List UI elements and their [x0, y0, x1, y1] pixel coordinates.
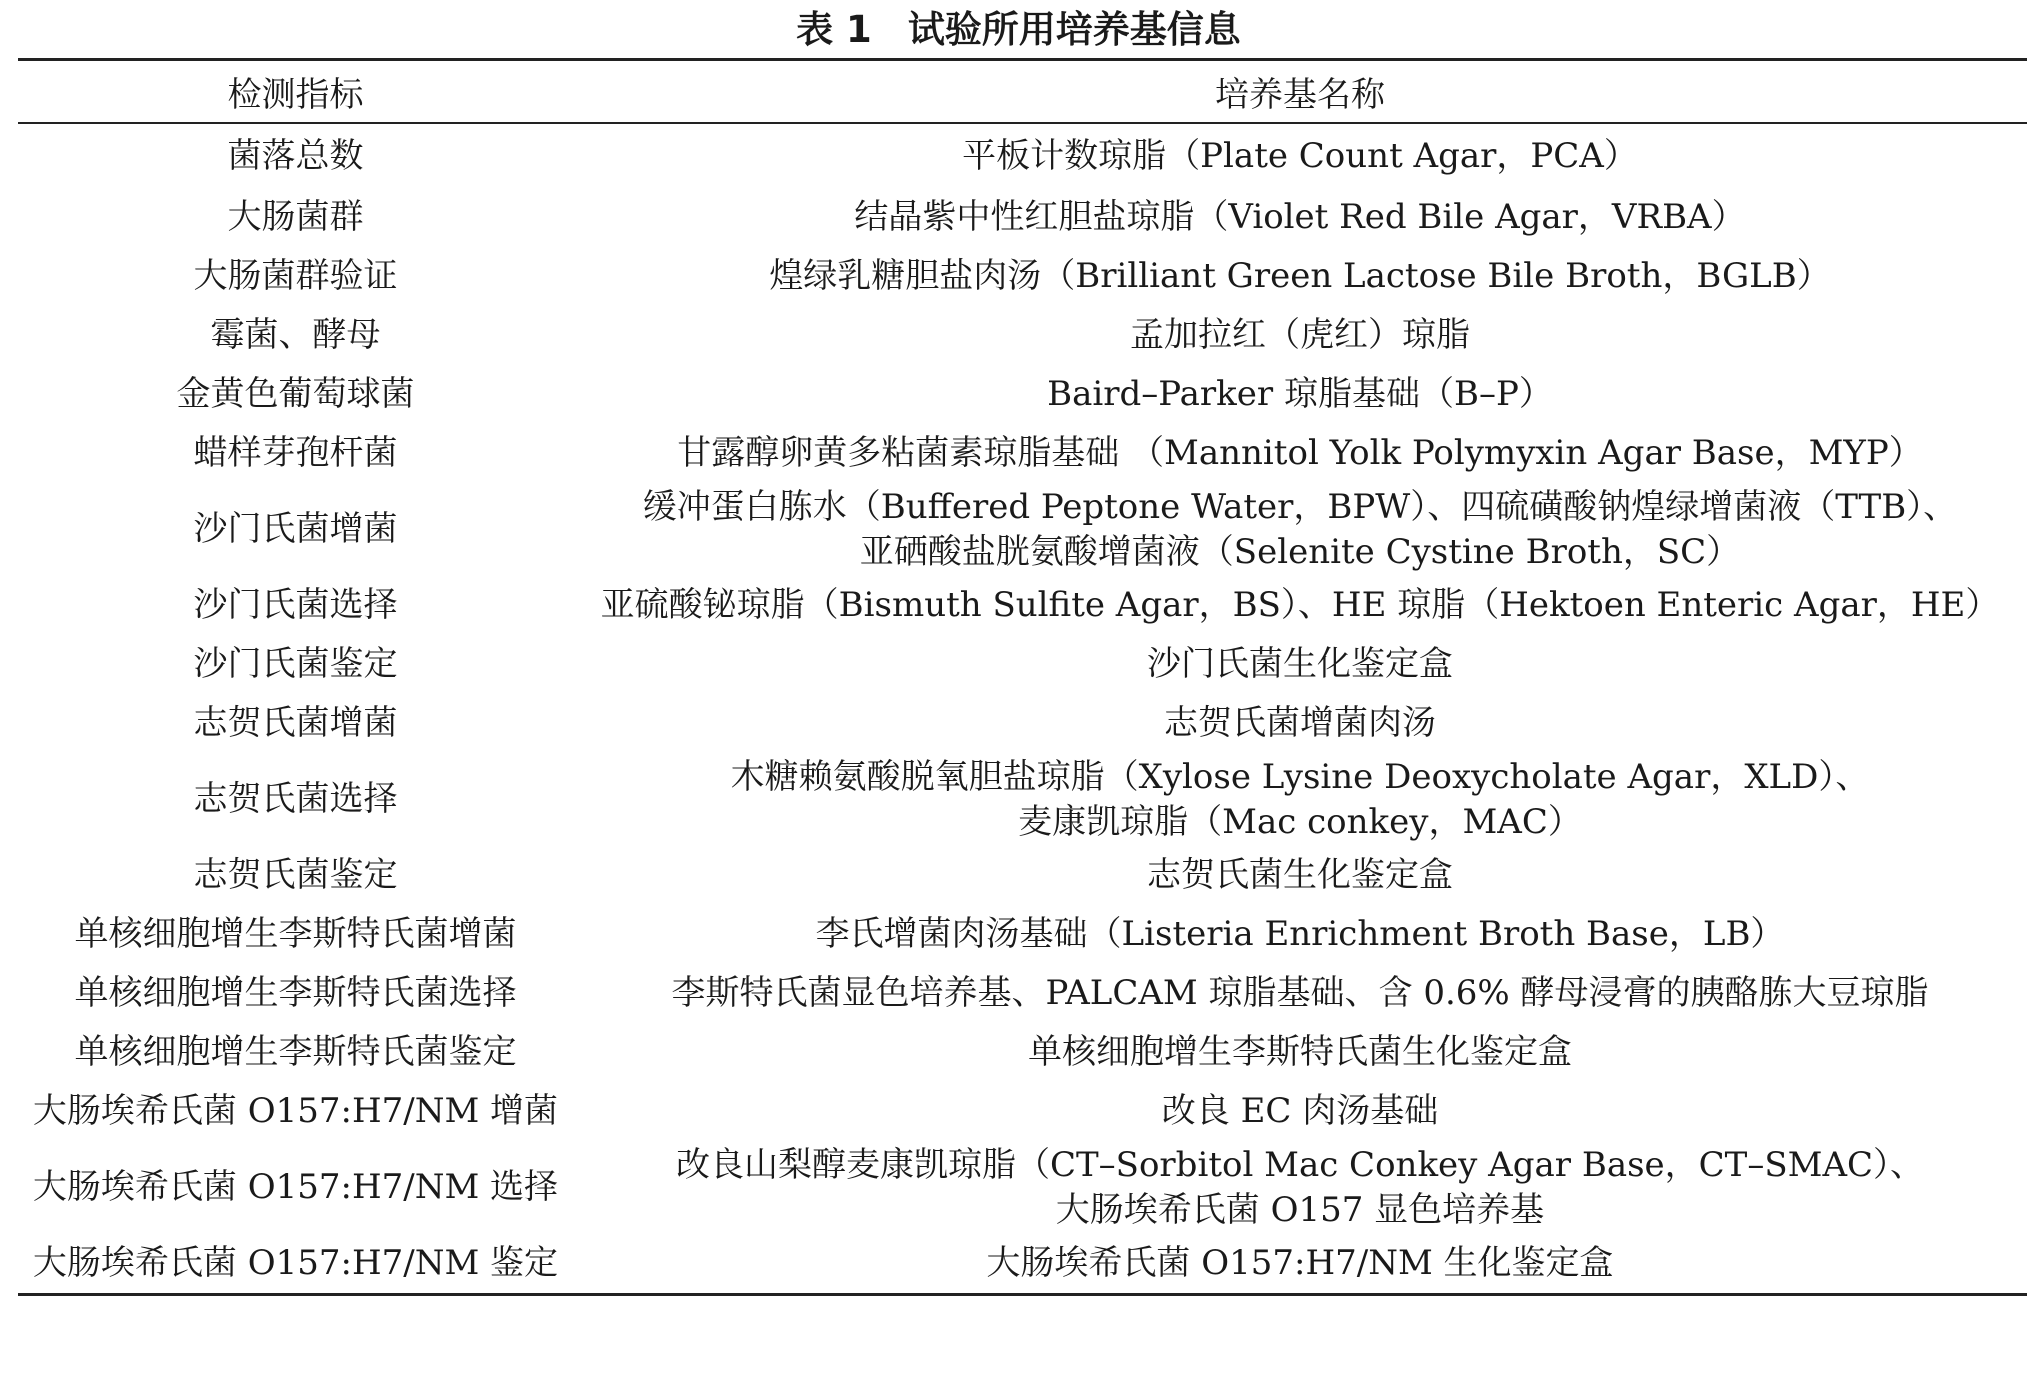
medium-cell: 甘露醇卵黄多粘菌素琼脂基础 （Mannitol Yolk Polymyxin Agar Base，MYP）: [677, 433, 1923, 473]
medium-cell: 孟加拉红（虎红）琼脂: [1130, 315, 1470, 355]
medium-cell: 志贺氏菌增菌肉汤: [1164, 703, 1436, 743]
table-row: [18, 188, 2027, 247]
medium-cell: 煌绿乳糖胆盐肉汤（Brilliant Green Lactose Bile Broth，BGLB）: [769, 256, 1831, 296]
table-row: [18, 483, 2027, 576]
medium-cell: [573, 753, 2027, 846]
medium-cell: 李氏增菌肉汤基础（Listeria Enrichment Broth Base，LB）: [815, 914, 1785, 954]
medium-cell: 沙门氏菌生化鉴定盒: [1147, 644, 1453, 684]
table-row: [18, 1023, 2027, 1082]
indicator-cell: 蜡样芽孢杆菌: [193, 433, 398, 473]
medium-cell: 亚硫酸铋琼脂（Bismuth Sulfite Agar，BS）、HE 琼脂（Hektoen Enteric Agar，HE）: [600, 585, 2000, 625]
header-medium: 培养基名称: [1215, 75, 1385, 115]
medium-cell: [573, 483, 2027, 576]
table-row: [18, 123, 2027, 188]
medium-cell: 大肠埃希氏菌 O157:H7/NM 生化鉴定盒: [986, 1243, 1614, 1283]
table-number: 表 1: [796, 8, 872, 51]
medium-cell: 单核细胞增生李斯特氏菌生化鉴定盒: [1028, 1032, 1572, 1072]
indicator-cell: 沙门氏菌增菌: [193, 509, 398, 549]
indicator-cell: 沙门氏菌选择: [193, 585, 398, 625]
table-row: [18, 753, 2027, 846]
table-caption: [0, 6, 2037, 54]
indicator-cell: 单核细胞增生李斯特氏菌鉴定: [74, 1032, 517, 1072]
table-row: [18, 905, 2027, 964]
medium-line: 亚硒酸盐胱氨酸增菌液（Selenite Cystine Broth，SC）: [859, 531, 1741, 572]
table-row: [18, 846, 2027, 905]
medium-cell: 平板计数琼脂（Plate Count Agar，PCA）: [962, 135, 1638, 176]
table-row: [18, 306, 2027, 365]
medium-line: 木糖赖氨酸脱氧胆盐琼脂（Xylose Lysine Deoxycholate Agar，XLD）、: [730, 756, 1870, 797]
indicator-cell: 沙门氏菌鉴定: [193, 644, 398, 684]
medium-cell: 李斯特氏菌显色培养基、PALCAM 琼脂基础、含 0.6% 酵母浸膏的胰酪胨大豆琼脂: [671, 973, 1929, 1013]
indicator-cell: 大肠埃希氏菌 O157:H7/NM 增菌: [32, 1091, 559, 1131]
table-row: [18, 424, 2027, 483]
table-row: [18, 964, 2027, 1023]
table-row: [18, 694, 2027, 753]
table-row: [18, 1082, 2027, 1141]
medium-cell: 改良 EC 肉汤基础: [1161, 1091, 1439, 1131]
table-header-row: [18, 60, 2027, 124]
indicator-cell: 志贺氏菌鉴定: [193, 855, 398, 895]
indicator-cell: 志贺氏菌增菌: [193, 703, 398, 743]
indicator-cell: 大肠菌群验证: [193, 256, 398, 296]
indicator-cell: 志贺氏菌选择: [193, 779, 398, 819]
table-row: [18, 365, 2027, 424]
indicator-cell: 霉菌、酵母: [210, 315, 381, 355]
medium-cell: Baird–Parker 琼脂基础（B–P）: [1047, 374, 1553, 414]
media-table: [18, 58, 2027, 1296]
table-row: [18, 1234, 2027, 1295]
medium-line: 改良山梨醇麦康凯琼脂（CT–Sorbitol Mac Conkey Agar Base，CT–SMAC）、: [675, 1144, 1925, 1185]
table-title: 试验所用培养基信息: [907, 8, 1241, 51]
indicator-cell: 单核细胞增生李斯特氏菌增菌: [74, 914, 517, 954]
medium-cell: 志贺氏菌生化鉴定盒: [1147, 855, 1453, 895]
indicator-cell: 大肠埃希氏菌 O157:H7/NM 选择: [32, 1167, 559, 1207]
medium-cell: [573, 1141, 2027, 1234]
table-row: [18, 247, 2027, 306]
indicator-cell: 金黄色葡萄球菌: [176, 374, 415, 414]
medium-line: 大肠埃希氏菌 O157 显色培养基: [1055, 1189, 1545, 1230]
indicator-cell: 单核细胞增生李斯特氏菌选择: [74, 973, 517, 1013]
medium-line: 麦康凯琼脂（Mac conkey，MAC）: [1018, 801, 1582, 842]
table-row: [18, 576, 2027, 635]
medium-line: 缓冲蛋白胨水（Buffered Peptone Water，BPW）、四硫磺酸钠煌绿增菌液（TTB）、: [642, 486, 1958, 527]
header-indicator: 检测指标: [227, 75, 364, 115]
medium-cell: 结晶紫中性红胆盐琼脂（Violet Red Bile Agar，VRBA）: [854, 197, 1746, 237]
indicator-cell: 菌落总数: [227, 135, 364, 176]
indicator-cell: 大肠埃希氏菌 O157:H7/NM 鉴定: [32, 1243, 559, 1283]
table-row: [18, 1141, 2027, 1234]
indicator-cell: 大肠菌群: [227, 197, 364, 237]
table-row: [18, 635, 2027, 694]
